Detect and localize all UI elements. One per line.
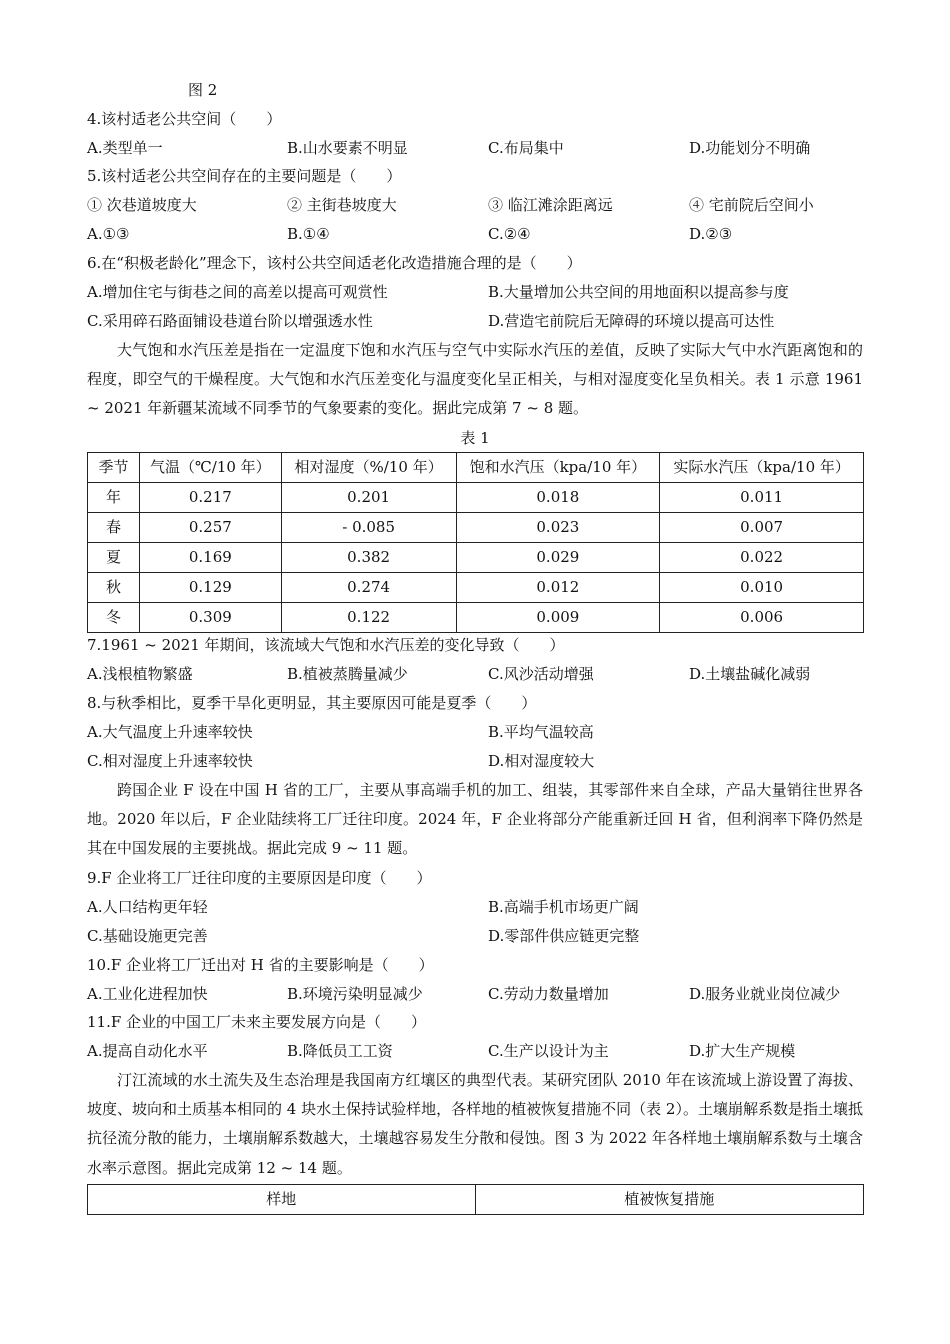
table-cell: 秋: [88, 573, 140, 603]
q5-item-4: ④ 宅前院后空间小: [689, 196, 814, 214]
q9-stem: 9.F 企业将工厂迁往印度的主要原因是印度（ ）: [87, 869, 432, 887]
table-cell: 0.007: [660, 513, 864, 543]
q5-option-a[interactable]: A.①③: [87, 225, 130, 243]
q7-stem: 7.1961 ~ 2021 年期间，该流域大气饱和水汽压差的变化导致（ ）: [87, 636, 565, 654]
q8-options-row2: [87, 747, 863, 776]
table-1-header: 饱和水汽压（kpa/10 年）: [456, 453, 660, 483]
table-2-header: 样地: [88, 1185, 476, 1215]
table-cell: 0.006: [660, 603, 864, 633]
q11-options: [87, 1037, 863, 1066]
q4-option-b[interactable]: B.山水要素不明显: [287, 139, 408, 157]
table-cell: 0.029: [456, 543, 660, 573]
table-cell: 0.129: [139, 573, 281, 603]
q4-option-d[interactable]: D.功能划分不明确: [689, 139, 811, 157]
table-cell: 0.201: [281, 483, 456, 513]
q9-options-row2: [87, 922, 863, 951]
q4-option-c[interactable]: C.布局集中: [488, 139, 564, 157]
table-cell: 0.382: [281, 543, 456, 573]
q8-options-row1: [87, 718, 863, 747]
q8-option-a[interactable]: A.大气温度上升速率较快: [87, 723, 253, 741]
q4-option-a[interactable]: A.类型单一: [87, 139, 163, 157]
q10-stem: 10.F 企业将工厂迁出对 H 省的主要影响是（ ）: [87, 956, 434, 974]
q11-option-c[interactable]: C.生产以设计为主: [488, 1042, 609, 1060]
q11-option-a[interactable]: A.提高自动化水平: [87, 1042, 208, 1060]
table-cell: 0.012: [456, 573, 660, 603]
q10-option-a[interactable]: A.工业化进程加快: [87, 985, 208, 1003]
q6-option-a[interactable]: A.增加住宅与街巷之间的高差以提高可观赏性: [87, 283, 388, 301]
q6-option-c[interactable]: C.采用碎石路面铺设巷道台阶以增强透水性: [87, 312, 373, 330]
q8-stem: 8.与秋季相比，夏季干旱化更明显，其主要原因可能是夏季（ ）: [87, 694, 537, 712]
q9-option-a[interactable]: A.人口结构更年轻: [87, 898, 208, 916]
table-cell: 0.122: [281, 603, 456, 633]
table-cell: 0.011: [660, 483, 864, 513]
table-cell: 0.023: [456, 513, 660, 543]
q8-option-b[interactable]: B.平均气温较高: [488, 723, 594, 741]
table-cell: 春: [88, 513, 140, 543]
q9-option-d[interactable]: D.零部件供应链更完整: [488, 927, 640, 945]
table-cell: 0.274: [281, 573, 456, 603]
table-cell: 0.018: [456, 483, 660, 513]
q5-item-2: ② 主街巷坡度大: [287, 196, 397, 214]
q5-items: [87, 191, 863, 220]
q9-option-b[interactable]: B.高端手机市场更广阔: [488, 898, 639, 916]
q5-options: [87, 220, 863, 249]
table-row: [88, 573, 864, 603]
q10-options: [87, 980, 863, 1009]
q11-option-d[interactable]: D.扩大生产规模: [689, 1042, 796, 1060]
q5-option-b[interactable]: B.①④: [287, 225, 330, 243]
q10-option-b[interactable]: B.环境污染明显减少: [287, 985, 423, 1003]
table-cell: 0.257: [139, 513, 281, 543]
q7-option-b[interactable]: B.植被蒸腾量减少: [287, 665, 408, 683]
table-cell: 0.169: [139, 543, 281, 573]
q11-option-b[interactable]: B.降低员工工资: [287, 1042, 393, 1060]
table-row: [88, 603, 864, 633]
q6-stem: 6.在“积极老龄化”理念下，该村公共空间适老化改造措施合理的是（ ）: [87, 254, 582, 272]
passage-enterprise-f: 跨国企业 F 设在中国 H 省的工厂，主要从事高端手机的加工、组装，其零部件来自全球，产品大量销往世界各地。2020 年以后，F 企业陆续将工厂迁往印度。2024 年，F 企业将部分产能重新迁回 H 省，但利润率下降仍然是其在中国发展的主要挑战。据此完成 9 ~ 11 题。: [87, 781, 863, 858]
table-cell: 夏: [88, 543, 140, 573]
q9-options-row1: [87, 893, 863, 922]
table-cell: 0.010: [660, 573, 864, 603]
q7-option-d[interactable]: D.土壤盐碱化减弱: [689, 665, 811, 683]
q6-option-d[interactable]: D.营造宅前院后无障碍的环境以提高可达性: [488, 312, 775, 330]
q10-option-c[interactable]: C.劳动力数量增加: [488, 985, 609, 1003]
table-1-header-row: [88, 453, 864, 483]
q7-options: [87, 660, 863, 689]
passage-vpd: 大气饱和水汽压差是指在一定温度下饱和水汽压与空气中实际水汽压的差值，反映了实际大气中水汽距离饱和的程度，即空气的干燥程度。大气饱和水汽压差变化与温度变化呈正相关，与相对湿度变化呈负相关。表 1 示意 1961 ~ 2021 年新疆某流域不同季节的气象要素的变化。据此完成第 7 ~ 8 题。: [87, 341, 863, 418]
q4-options: [87, 134, 863, 163]
q6-options-row2: [87, 307, 863, 336]
q10-option-d[interactable]: D.服务业就业岗位减少: [689, 985, 841, 1003]
q7-option-c[interactable]: C.风沙活动增强: [488, 665, 594, 683]
table-2-header-row: [88, 1185, 864, 1215]
table-1-header: 实际水汽压（kpa/10 年）: [660, 453, 864, 483]
table-cell: 0.022: [660, 543, 864, 573]
table-1: [87, 452, 864, 633]
q7-option-a[interactable]: A.浅根植物繁盛: [87, 665, 193, 683]
table-1-caption: 表 1: [460, 429, 490, 447]
table-cell: 年: [88, 483, 140, 513]
q8-option-d[interactable]: D.相对湿度较大: [488, 752, 595, 770]
table-1-header: 季节: [88, 453, 140, 483]
q9-option-c[interactable]: C.基础设施更完善: [87, 927, 208, 945]
q5-item-1: ① 次巷道坡度大: [87, 196, 197, 214]
q5-item-3: ③ 临江滩涂距离远: [488, 196, 613, 214]
table-cell: 0.009: [456, 603, 660, 633]
q6-options-row1: [87, 278, 863, 307]
table-cell: 冬: [88, 603, 140, 633]
table-cell: - 0.085: [281, 513, 456, 543]
table-1-header: 相对湿度（%/10 年）: [281, 453, 456, 483]
q5-stem: 5.该村适老公共空间存在的主要问题是（ ）: [87, 167, 402, 185]
q4-stem: 4.该村适老公共空间（ ）: [87, 110, 282, 128]
q6-option-b[interactable]: B.大量增加公共空间的用地面积以提高参与度: [488, 283, 789, 301]
table-row: [88, 543, 864, 573]
table-row: [88, 513, 864, 543]
q5-option-d[interactable]: D.②③: [689, 225, 733, 243]
figure-2-label: 图 2: [188, 81, 218, 99]
table-1-header: 气温（℃/10 年）: [139, 453, 281, 483]
table-cell: 0.217: [139, 483, 281, 513]
table-row: [88, 483, 864, 513]
table-2-header: 植被恢复措施: [475, 1185, 864, 1215]
passage-tingjiang: 汀江流域的水土流失及生态治理是我国南方红壤区的典型代表。某研究团队 2010 年在该流域上游设置了海拔、坡度、坡向和土质基本相同的 4 块水土保持试验样地，各样地的植被恢复措施不同（表 2）。土壤崩解系数是指土壤抵抗径流分散的能力，土壤崩解系数越大，土壤越容易发生分散和侵蚀。图 3 为 2022 年各样地土壤崩解系数与土壤含水率示意图。据此完成第 12 ~ 14 题。: [87, 1071, 863, 1177]
q8-option-c[interactable]: C.相对湿度上升速率较快: [87, 752, 253, 770]
q11-stem: 11.F 企业的中国工厂未来主要发展方向是（ ）: [87, 1013, 427, 1031]
table-cell: 0.309: [139, 603, 281, 633]
q5-option-c[interactable]: C.②④: [488, 225, 531, 243]
table-2: [87, 1184, 864, 1215]
